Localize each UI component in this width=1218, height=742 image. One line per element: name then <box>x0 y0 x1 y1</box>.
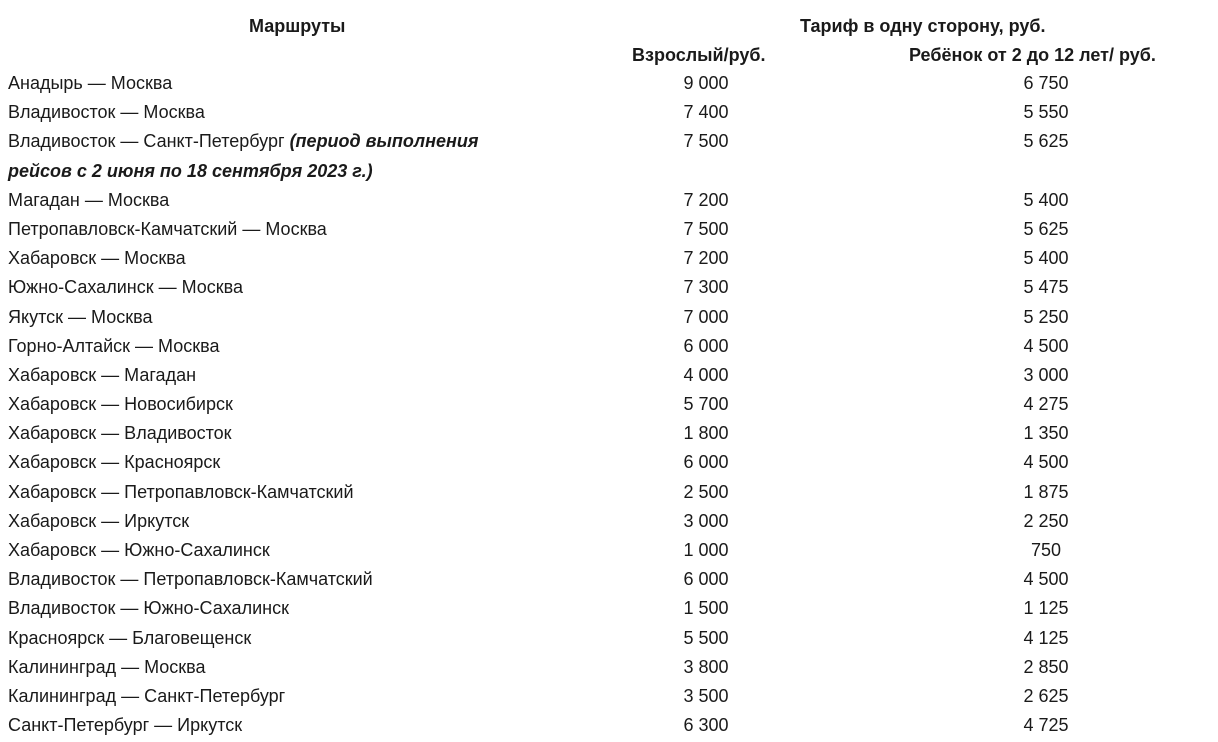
child-fare-cell: 5 550 <box>1023 102 1069 123</box>
adult-fare-cell: 3 800 <box>683 656 729 677</box>
child-fare-cell: 1 125 <box>1023 598 1069 619</box>
route-cell: Хабаровск — Красноярск <box>8 452 221 473</box>
adult-fare-cell: 7 400 <box>683 102 729 123</box>
adult-fare-cell: 7 300 <box>683 277 729 298</box>
route-note-line1: (период выполнения <box>289 131 479 152</box>
child-fare-cell: 5 625 <box>1023 218 1069 239</box>
route-cell: Магадан — Москва <box>8 189 170 210</box>
table-row <box>0 536 1218 565</box>
adult-fare-cell: 3 000 <box>683 510 729 531</box>
route-cell: Якутск — Москва <box>8 306 153 327</box>
child-fare-cell: 5 475 <box>1023 277 1069 298</box>
table-row <box>0 244 1218 273</box>
table-row <box>0 594 1218 623</box>
child-fare-cell: 750 <box>1030 540 1062 561</box>
adult-fare-cell: 5 700 <box>683 394 729 415</box>
column-header-adult: Взрослый/руб. <box>632 45 766 65</box>
route-cell: Горно-Алтайск — Москва <box>8 335 220 356</box>
table-row <box>0 507 1218 536</box>
child-fare-cell: 1 350 <box>1023 423 1069 444</box>
table-row <box>0 711 1218 740</box>
adult-fare-cell: 7 200 <box>683 248 729 269</box>
adult-fare-cell: 1 500 <box>683 598 729 619</box>
adult-fare-cell: 2 500 <box>683 481 729 502</box>
adult-fare-cell: 6 000 <box>683 569 729 590</box>
child-fare-cell: 1 875 <box>1023 481 1069 502</box>
adult-fare-cell: 1 800 <box>683 423 729 444</box>
adult-fare-cell: 4 000 <box>683 364 729 385</box>
route-cell: Хабаровск — Новосибирск <box>8 394 233 415</box>
table-row <box>0 186 1218 215</box>
route-cell: Хабаровск — Москва <box>8 248 186 269</box>
route-note-line2: рейсов с 2 июня по 18 сентября 2023 г.) <box>8 160 373 181</box>
adult-fare-cell: 7 500 <box>683 218 729 239</box>
table-row <box>0 361 1218 390</box>
adult-fare-cell: 6 000 <box>683 335 729 356</box>
adult-fare-cell: 6 300 <box>683 715 729 736</box>
route-cell: Владивосток — Москва <box>8 102 205 123</box>
route-cell: Хабаровск — Владивосток <box>8 423 232 444</box>
route-cell: Петропавловск-Камчатский — Москва <box>8 218 327 239</box>
table-row <box>0 303 1218 332</box>
adult-fare-cell: 3 500 <box>683 685 729 706</box>
table-row <box>0 565 1218 594</box>
table-row <box>0 624 1218 653</box>
adult-fare-cell: 6 000 <box>683 452 729 473</box>
child-fare-cell: 2 850 <box>1023 656 1069 677</box>
child-fare-cell: 3 000 <box>1023 364 1069 385</box>
table-row <box>0 332 1218 361</box>
adult-fare-cell: 1 000 <box>683 540 729 561</box>
table-row <box>0 390 1218 419</box>
table-row <box>0 127 1218 185</box>
table-body <box>0 69 1218 740</box>
route-cell: Калининград — Санкт-Петербург <box>8 685 286 706</box>
child-fare-cell: 4 500 <box>1023 335 1069 356</box>
child-fare-cell: 4 500 <box>1023 452 1069 473</box>
route-cell: Хабаровск — Иркутск <box>8 510 190 531</box>
route-cell: Южно-Сахалинск — Москва <box>8 277 244 298</box>
route-cell: Красноярск — Благовещенск <box>8 627 252 648</box>
table-row <box>0 215 1218 244</box>
route-cell <box>8 127 588 185</box>
adult-fare-cell: 7 000 <box>683 306 729 327</box>
route-cell: Калининград — Москва <box>8 656 206 677</box>
table-row <box>0 273 1218 302</box>
route-cell: Владивосток — Петропавловск-Камчатский <box>8 569 373 590</box>
route-cell: Хабаровск — Южно-Сахалинск <box>8 540 270 561</box>
adult-fare-cell: 5 500 <box>683 627 729 648</box>
child-fare-cell: 4 500 <box>1023 569 1069 590</box>
child-fare-cell: 4 125 <box>1023 627 1069 648</box>
route-name: Владивосток — Санкт-Петербург <box>8 131 290 152</box>
column-header-child: Ребёнок от 2 до 12 лет/ руб. <box>909 45 1156 65</box>
table-row <box>0 653 1218 682</box>
table-row <box>0 448 1218 477</box>
child-fare-cell: 5 250 <box>1023 306 1069 327</box>
adult-fare-cell: 7 200 <box>683 189 729 210</box>
adult-fare-cell: 9 000 <box>683 73 729 93</box>
route-cell: Хабаровск — Петропавловск-Камчатский <box>8 481 354 502</box>
table-row <box>0 419 1218 448</box>
table-row <box>0 69 1218 98</box>
route-cell: Владивосток — Южно-Сахалинск <box>8 598 289 619</box>
child-fare-cell: 5 400 <box>1023 248 1069 269</box>
route-cell: Анадырь — Москва <box>8 73 173 93</box>
table-row <box>0 98 1218 127</box>
child-fare-cell: 4 725 <box>1023 715 1069 736</box>
table-row <box>0 478 1218 507</box>
route-cell: Хабаровск — Магадан <box>8 364 197 385</box>
child-fare-cell: 5 400 <box>1023 189 1069 210</box>
column-header-routes: Маршруты <box>249 16 346 36</box>
child-fare-cell: 2 625 <box>1023 685 1069 706</box>
child-fare-cell: 6 750 <box>1023 73 1069 93</box>
child-fare-cell: 5 625 <box>1023 131 1069 152</box>
child-fare-cell: 2 250 <box>1023 510 1069 531</box>
child-fare-cell: 4 275 <box>1023 394 1069 415</box>
table-row <box>0 682 1218 711</box>
column-header-tariff: Тариф в одну сторону, руб. <box>800 16 1046 36</box>
route-cell: Санкт-Петербург — Иркутск <box>8 715 243 736</box>
adult-fare-cell: 7 500 <box>683 131 729 152</box>
